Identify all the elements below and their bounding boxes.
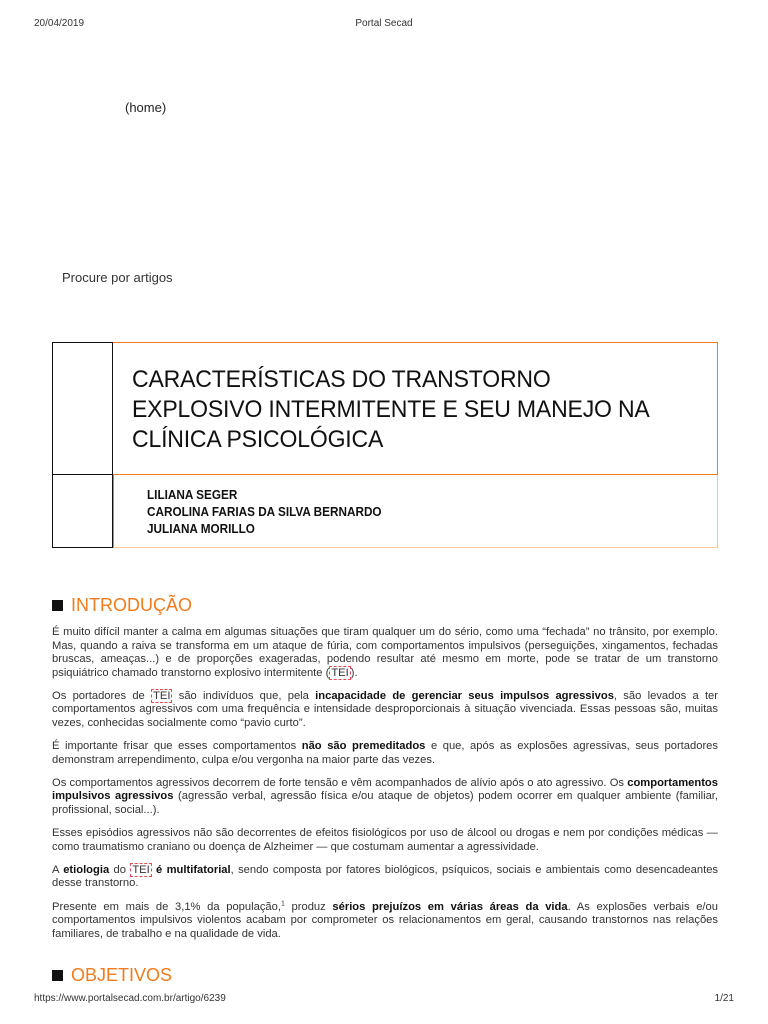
paragraph: Presente em mais de 3,1% da população,$^1$ produz sérios prejuízos em várias áreas da vida. As explosões verbais e/ou comportamentos impulsivos violentos acabam por comprometer os relacionamentos em geral, causando transtornos nas relações familiares, de trabalho e na qualidade de vida.: [52, 899, 718, 940]
home-link[interactable]: (home): [125, 100, 167, 115]
abbreviation-tei[interactable]: TEI: [331, 666, 349, 679]
section-heading-objectives: [52, 965, 172, 986]
header-side-cell-top: [52, 342, 113, 475]
square-bullet-icon: [52, 600, 63, 611]
article-header: [52, 342, 718, 548]
square-bullet-icon: [52, 970, 63, 981]
introduction-body: [52, 626, 718, 951]
author-list: [147, 487, 382, 538]
author-name: JULIANA MORILLO: [147, 522, 255, 536]
paragraph: A etiologia do TEI é multifatorial, sendo composta por fatores biológicos, psíquicos, sociais e ambientais como desencadeantes desse transtorno.: [52, 863, 719, 890]
author-name: CAROLINA FARIAS DA SILVA BERNARDO: [147, 505, 382, 519]
paragraph: É importante frisar que esses comportamentos não são premeditados e que, após as explosões agressivas, seus portadores demonstram arrependimento, culpa e/ou vergonha na maior parte das vezes.: [52, 740, 718, 766]
article-title: CARACTERÍSTICAS DO TRANSTORNO EXPLOSIVO INTERMITENTE E SEU MANEJO NA CLÍNICA PSICOLÓGICA: [132, 366, 649, 453]
header-title-cell: [113, 342, 718, 475]
print-page-title: Portal Secad: [355, 18, 413, 29]
header-side-cell-bottom: [52, 475, 113, 548]
print-date: 20/04/2019: [34, 18, 85, 29]
paragraph: Esses episódios agressivos não são decorrentes de efeitos fisiológicos por uso de álcool ou drogas e nem por condições médicas — como traumatismo craniano ou doença de Alzheimer — que costumam aumentar a agressividade.: [52, 827, 718, 853]
footnote-reference[interactable]: 1: [280, 899, 285, 907]
paragraph: Os portadores de TEI são indivíduos que, pela incapacidade de gerenciar seus impulsos agressivos, são levados a ter comportamentos agressivos com uma frequência e intensidade desproporcionais à situação vivenciada. Essas pessoas são, muitas vezes, conhecidas socialmente como “pavio curto”.: [52, 689, 718, 730]
header-authors-cell: [113, 475, 718, 548]
print-page-number: 1/21: [714, 993, 734, 1004]
section-heading-label: OBJETIVOS: [71, 965, 173, 985]
section-heading-label: INTRODUÇÃO: [71, 595, 192, 615]
paragraph: Os comportamentos agressivos decorrem de forte tensão e vêm acompanhados de alívio após o ato agressivo. Os comportamentos impulsivos agressivos (agressão verbal, agressão física e/ou ataque de objetos) podem ocorrer em qualquer ambiente (familiar, profissional, social...).: [52, 776, 719, 817]
paragraph: É muito difícil manter a calma em algumas situações que tiram qualquer um do sério, como uma “fechada” no trânsito, por exemplo. Mas, quando a raiva se transforma em um ataque de fúria, com comportamentos impulsivos (perseguições, xingamentos, fechadas bruscas, ameaças...) e de proporções exageradas, podendo resultar até mesmo em morte, pode se tratar de um transtorno psiquiátrico chamado transtorno explosivo intermitente ( TEI ).: [52, 626, 718, 679]
print-url: https://www.portalsecad.com.br/artigo/6239: [34, 993, 226, 1004]
search-articles-prompt[interactable]: Procure por artigos: [62, 270, 173, 285]
section-heading-introduction: [52, 595, 192, 616]
abbreviation-tei[interactable]: TEI: [153, 689, 171, 702]
author-name: LILIANA SEGER: [147, 488, 238, 502]
abbreviation-tei[interactable]: TEI: [132, 863, 150, 876]
